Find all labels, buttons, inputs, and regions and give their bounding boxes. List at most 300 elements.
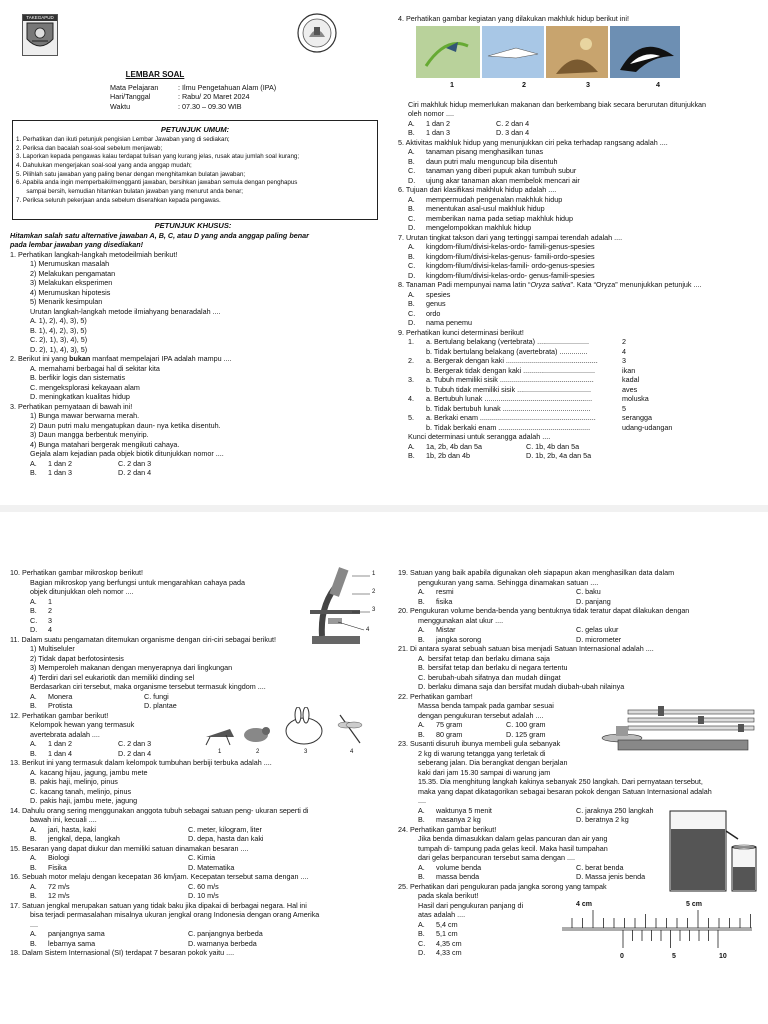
option-b[interactable]: massa benda bbox=[436, 872, 480, 881]
option-letter: A. bbox=[30, 691, 37, 701]
instruction-item: 7. Periksa seluruh pekerjaan anda sebelum diserahkan kepada pengawas. bbox=[16, 196, 221, 204]
question-6 bbox=[398, 185, 760, 233]
option-text: 5,1 cm bbox=[436, 929, 458, 938]
key-row bbox=[398, 423, 760, 433]
option-c[interactable]: C. gelas ukur bbox=[576, 625, 619, 634]
option-b[interactable]: lebarnya sama bbox=[48, 938, 96, 948]
question-text: 15.35. Dia menghitung langkah kakinya sebanyak 250 langkah. Dari pernyataan tersebut, bbox=[418, 777, 703, 786]
option-letter: D. bbox=[418, 948, 426, 957]
option-row bbox=[398, 451, 760, 461]
question-stem: 21. Di antara syarat sebuah satuan bisa menjadi Satuan Internasional adalah .... bbox=[398, 644, 654, 653]
question-stem: menggunakan alat ukur .... bbox=[418, 615, 504, 625]
option-text: ujung akar tanaman akan membelok mencari air bbox=[426, 175, 580, 185]
question-stem: 17. Satuan jengkal merupakan satuan yang tidak baku jika dipakai di berbagai negara. Hal ini bbox=[10, 900, 307, 910]
option-text: kacang tanah, melinjo, pinus bbox=[40, 786, 132, 796]
question-stem: 13. Berikut ini yang termasuk dalam kelompok tumbuhan berbiji terbuka adalah .... bbox=[10, 758, 272, 767]
option-d[interactable]: D. micrometer bbox=[576, 634, 622, 644]
option-letter: A. bbox=[30, 596, 37, 606]
option-b[interactable] bbox=[398, 157, 760, 167]
option-d[interactable]: D. 1b, 2b, 4a dan 5a bbox=[526, 451, 592, 460]
option-a[interactable]: 75 gram bbox=[436, 720, 463, 729]
image-label: 4 bbox=[350, 748, 354, 755]
option-d[interactable]: D. 2 dan 4 bbox=[118, 468, 152, 478]
question-ask: Ciri makhluk hidup memerlukan makanan dan berkembang biak secara berurutan ditunjukkan bbox=[408, 99, 707, 109]
option-letter: B. bbox=[30, 606, 37, 615]
option-c[interactable] bbox=[398, 673, 760, 683]
balance-scale-illustration bbox=[598, 696, 758, 756]
key-result: udang-udangan bbox=[622, 422, 673, 432]
special-instructions-text: Hitamkan salah satu alternative jawaban A, B, C, atau D yang anda anggap paling benar bbox=[10, 230, 309, 240]
question-stem: 14. Dahulu orang sering menggunakan anggota tubuh sebagai satuan peng- ukuran seperti di bbox=[10, 805, 309, 815]
question-step: 4) Merumuskan hipotesis bbox=[30, 287, 111, 297]
option-c[interactable] bbox=[398, 309, 760, 319]
option-letter: B. bbox=[30, 748, 37, 758]
question-step: 1) Merumuskan masalah bbox=[30, 259, 110, 269]
key-row bbox=[398, 375, 760, 385]
option-letter: A. bbox=[418, 919, 425, 929]
option-letter: B. bbox=[418, 634, 425, 644]
question-1 bbox=[10, 250, 380, 355]
key-result: 5 bbox=[622, 403, 626, 413]
option-d[interactable]: D. Massa jenis benda bbox=[576, 872, 646, 881]
option-c[interactable]: C. 60 m/s bbox=[188, 881, 219, 891]
exam-page-2 bbox=[0, 512, 768, 1024]
key-row bbox=[398, 394, 760, 404]
question-stem: pengukuran yang sama. Sehingga dinamakan satuan .... bbox=[418, 577, 599, 587]
option-a[interactable]: 1 dan 2 bbox=[426, 118, 450, 128]
option-b[interactable]: B. berfikir logis dan sistematis bbox=[30, 373, 126, 383]
option-a[interactable] bbox=[398, 654, 760, 664]
option-text: menentukan asal-usul makhluk hidup bbox=[426, 204, 545, 213]
animals-icon bbox=[200, 707, 370, 751]
part-label: 1 bbox=[372, 571, 376, 577]
field-subject bbox=[110, 83, 380, 93]
question-12 bbox=[10, 711, 380, 759]
option-letter: A. bbox=[408, 289, 415, 299]
left-column-top bbox=[10, 70, 380, 111]
option-a[interactable] bbox=[398, 290, 760, 300]
option-row bbox=[10, 939, 380, 949]
key-result: moluska bbox=[622, 394, 649, 403]
question-stem: 3. Perhatikan pernyataan di bawah ini! bbox=[10, 401, 133, 411]
image-label: 1 bbox=[450, 79, 454, 89]
statement-item: 1) Bunga mawar berwarna merah. bbox=[30, 411, 140, 421]
option-a[interactable]: A. 1), 2), 4), 3), 5) bbox=[30, 316, 87, 326]
option-d[interactable]: D. panjang bbox=[576, 596, 611, 606]
option-row bbox=[10, 468, 380, 478]
option-b[interactable]: 12 m/s bbox=[48, 891, 70, 900]
question-stem: 20. Pengukuran volume benda-benda yang bentuknya tidak teratur dapat dilakukan dengan bbox=[398, 606, 690, 615]
key-result: 2 bbox=[622, 337, 626, 346]
field-label: Hari/Tanggal bbox=[110, 92, 151, 102]
option-d[interactable] bbox=[398, 223, 760, 233]
question-22 bbox=[398, 692, 760, 740]
option-c[interactable]: C. baku bbox=[576, 587, 601, 596]
option-a[interactable]: Mistar bbox=[436, 625, 456, 634]
statement-item: 3) Memperoleh makanan dengan menyerapnya dari lingkungan bbox=[30, 663, 233, 672]
option-c[interactable] bbox=[398, 214, 760, 224]
option-letter: A. bbox=[30, 881, 37, 891]
option-letter: D. bbox=[30, 796, 38, 805]
option-letter: B. bbox=[418, 729, 425, 739]
question-ask: Berdasarkan ciri tersebut, maka organisme tersebut termasuk kingdom .... bbox=[30, 682, 266, 691]
instruction-item: 6. Apabila anda ingin memperbaiki/mengganti jawaban, bersihkan jawaban semula dengan penghapus bbox=[16, 179, 298, 187]
question-text: Hasil dari pengukuran panjang di bbox=[418, 900, 524, 910]
image-label: 3 bbox=[304, 748, 308, 755]
key-number: 3. bbox=[408, 375, 414, 384]
organism-activities-illustration bbox=[416, 26, 686, 90]
option-text: 4,35 cm bbox=[436, 938, 462, 948]
option-b[interactable] bbox=[398, 299, 760, 309]
option-text: genus bbox=[426, 299, 446, 308]
question-16 bbox=[10, 872, 380, 901]
key-row bbox=[398, 347, 760, 357]
option-d[interactable]: D. 3 dan 4 bbox=[496, 128, 530, 137]
key-description: b. Tidak bertulang belakang (avertebrata) .............. bbox=[426, 346, 588, 356]
option-text: berubah-ubah sifatnya dan mudah diingat bbox=[428, 672, 561, 682]
option-row bbox=[10, 834, 380, 844]
question-3 bbox=[10, 402, 380, 478]
question-2 bbox=[10, 354, 380, 402]
option-a[interactable]: Biologi bbox=[48, 853, 70, 862]
regency-emblem-icon bbox=[23, 21, 57, 53]
option-a[interactable] bbox=[398, 242, 760, 252]
key-description: a. Bergerak dengan kaki .............................................. bbox=[426, 356, 598, 365]
key-description: b. Bergerak tidak dengan kaki .................................... bbox=[426, 365, 595, 375]
question-20 bbox=[398, 606, 760, 644]
question-step: 3) Melakukan eksperimen bbox=[30, 278, 113, 288]
option-b[interactable]: jangka sorong bbox=[436, 634, 482, 644]
statement-item: 4) Terdiri dari sel eukariotik dan memiliki dinding sel bbox=[30, 672, 195, 682]
option-c[interactable] bbox=[398, 166, 760, 176]
left-column-body bbox=[10, 221, 380, 478]
stem-emphasis: bukan bbox=[69, 354, 91, 364]
option-b[interactable] bbox=[10, 777, 380, 787]
option-text: ordo bbox=[426, 308, 441, 318]
option-row bbox=[398, 597, 760, 607]
key-description: a. Bertubuh lunak ...................................................... bbox=[426, 394, 593, 403]
question-stem: 25. Perhatikan dari pengukuran pada jangka sorong yang tampak bbox=[398, 881, 607, 891]
option-a[interactable] bbox=[398, 147, 760, 157]
stem-part: manfaat mempelajari IPA adalah mampu .... bbox=[90, 354, 232, 364]
question-ask: Urutan langkah-langkah metode ilmiahyang benaradalah .... bbox=[30, 306, 221, 316]
option-letter: B. bbox=[30, 938, 37, 948]
option-b[interactable]: Protista bbox=[48, 701, 73, 710]
key-number: 4. bbox=[408, 394, 414, 403]
option-d[interactable]: D. 2 dan 4 bbox=[118, 748, 152, 758]
option-text: berlaku dimana saja dan bersifat mudah diubah-ubah nilainya bbox=[428, 682, 625, 691]
option-letter: A. bbox=[418, 805, 425, 815]
field-label: Waktu bbox=[110, 101, 131, 111]
option-c[interactable]: C. Kimia bbox=[188, 853, 216, 862]
option-a[interactable]: A. memahami berbagai hal di sekitar kita bbox=[30, 363, 160, 373]
option-c[interactable]: C. panjangnya berbeda bbox=[188, 929, 263, 938]
option-d[interactable]: D. meningkatkan kualitas hidup bbox=[30, 392, 130, 402]
key-row bbox=[398, 337, 760, 347]
option-c[interactable]: C. 2 dan 4 bbox=[496, 118, 530, 128]
key-result: aves bbox=[622, 384, 638, 394]
part-label: 2 bbox=[372, 589, 376, 595]
regency-logo-text: TAKEGAPUD bbox=[23, 15, 57, 21]
general-instructions-box bbox=[12, 120, 378, 220]
key-description: b. Tidak bertubuh lunak ............................................ bbox=[426, 403, 591, 413]
key-result: ikan bbox=[622, 365, 636, 375]
option-d[interactable]: D. 125 gram bbox=[506, 729, 546, 739]
question-24 bbox=[398, 825, 760, 882]
option-letter: A. bbox=[30, 853, 37, 862]
option-text: nama penemu bbox=[426, 318, 472, 327]
option-letter: D. bbox=[408, 175, 416, 185]
question-ask: Gejala alam kejadian pada objek biotik ditunjukkan nomor .... bbox=[30, 449, 224, 459]
option-d[interactable]: D. plantae bbox=[144, 701, 177, 710]
option-c[interactable]: C. 100 gram bbox=[506, 720, 546, 729]
option-row bbox=[10, 459, 380, 469]
option-b[interactable]: masanya 2 kg bbox=[436, 815, 481, 824]
key-row bbox=[398, 404, 760, 414]
question-stem bbox=[398, 280, 760, 290]
option-b[interactable]: jengkal, depa, langkah bbox=[48, 834, 120, 843]
option-a[interactable]: panjangnya sama bbox=[48, 929, 105, 938]
instruction-item: 3. Laporkan kepada pengawas kalau terdapat tulisan yang kurang jelas, rusak atau jumlah soal kurang; bbox=[16, 153, 300, 161]
instruction-item: sampai bersih, kemudian hitamkan bulatan jawaban yang menurut anda benar; bbox=[16, 187, 244, 195]
option-row bbox=[398, 587, 760, 597]
option-c[interactable]: C. 2 dan 3 bbox=[118, 458, 152, 468]
option-d[interactable] bbox=[398, 271, 760, 281]
option-b[interactable]: 1b, 2b dan 4b bbox=[426, 451, 470, 460]
statement-item: 3) Daun mangga berbentuk menyirip. bbox=[30, 430, 149, 440]
right-column-top bbox=[398, 14, 760, 461]
question-stem: 1. Perhatikan langkah-langkah metodeilmiah berikut! bbox=[10, 249, 178, 259]
question-stem: 24. Perhatikan gambar berikut! bbox=[398, 824, 497, 834]
key-row bbox=[398, 413, 760, 423]
question-text: Bagian mikroskop yang berfungsi untuk mengarahkan cahaya pada bbox=[30, 577, 245, 587]
option-row bbox=[10, 863, 380, 873]
option-letter: C. bbox=[408, 213, 416, 223]
option-a[interactable]: jari, hasta, kaki bbox=[48, 824, 96, 834]
image-label: 2 bbox=[522, 79, 526, 89]
stem-part: 2. Berikut ini yang bbox=[10, 354, 70, 364]
option-row bbox=[10, 882, 380, 892]
question-17 bbox=[10, 901, 380, 949]
option-c[interactable]: C. meter, kilogram, liter bbox=[188, 824, 262, 834]
general-instructions-title: PETUNJUK UMUM: bbox=[160, 125, 230, 134]
option-a[interactable] bbox=[398, 195, 760, 205]
option-text: kingdom-filum/divisi-kelas-ordo- famili-genus-spesies bbox=[426, 242, 595, 251]
special-instructions-title: PETUNJUK KHUSUS: bbox=[154, 221, 232, 230]
question-text: tumpah di- tampung pada gelas kecil. Maka hasil tumpahan bbox=[418, 843, 608, 853]
option-d[interactable] bbox=[398, 318, 760, 328]
option-letter: A. bbox=[30, 458, 37, 468]
key-description: a. Bertulang belakang (vertebrata) .......................... bbox=[426, 337, 589, 346]
option-b[interactable]: 1 dan 3 bbox=[426, 128, 450, 137]
question-7 bbox=[398, 233, 760, 281]
field-value: : 07.30 – 09.30 WIB bbox=[178, 101, 242, 111]
option-c[interactable]: C. fungi bbox=[144, 691, 169, 701]
option-b[interactable] bbox=[398, 204, 760, 214]
question-stem: 11. Dalam suatu pengamatan ditemukan organisme dengan ciri-ciri sebagai berikut! bbox=[10, 634, 276, 644]
option-row bbox=[398, 128, 760, 138]
key-number bbox=[408, 385, 426, 395]
question-text: Jika benda dimasukkan dalam gelas pancuran dan air yang bbox=[418, 834, 608, 843]
field-value: : Ilmu Pengetahuan Alam (IPA) bbox=[178, 82, 277, 92]
option-letter: B. bbox=[30, 777, 37, 786]
option-letter: D. bbox=[408, 318, 416, 327]
question-18: 18. Dalam Sistem Internasional (SI) terdapat 7 besaran pokok yaitu .... bbox=[10, 948, 235, 957]
option-letter: B. bbox=[408, 156, 415, 166]
option-text: pakis haji, jambu mete, jagung bbox=[40, 796, 138, 805]
option-b[interactable]: Fisika bbox=[48, 862, 67, 872]
option-d[interactable]: D. 10 m/s bbox=[188, 891, 219, 900]
option-a[interactable]: 72 m/s bbox=[48, 881, 70, 891]
option-a[interactable]: 1 dan 2 bbox=[48, 739, 72, 748]
option-letter: B. bbox=[30, 862, 37, 872]
option-d[interactable] bbox=[398, 176, 760, 186]
question-text: seberang jalan. Dia berangkat dengan berjalan bbox=[418, 758, 568, 767]
question-stem: 7. Urutan tingkat takson dari yang tertinggi sampai terendah adalah .... bbox=[398, 232, 623, 242]
option-letter: C. bbox=[30, 786, 38, 796]
option-letter: A. bbox=[408, 194, 415, 204]
option-d[interactable]: D. 2), 1), 4), 3), 5) bbox=[30, 344, 88, 354]
question-text: dengan pengukuran tersebut adalah .... bbox=[418, 710, 544, 720]
special-instructions-text: pada lembar jawaban yang disediakan! bbox=[10, 240, 144, 250]
option-text: 4 bbox=[48, 625, 52, 634]
option-letter: D. bbox=[408, 270, 416, 280]
option-letter: A. bbox=[30, 824, 37, 834]
field-date bbox=[110, 92, 380, 102]
option-letter: A. bbox=[418, 625, 425, 634]
option-letter: C. bbox=[408, 308, 416, 318]
option-row bbox=[398, 625, 760, 635]
key-row bbox=[398, 366, 760, 376]
vernier-scale-label: 10 bbox=[719, 952, 727, 960]
option-letter: A. bbox=[418, 862, 425, 872]
question-stem: 12. Perhatikan gambar berikut! bbox=[10, 710, 109, 720]
question-stem: 4. Perhatikan gambar kegiatan yang dilakukan makhluk hidup berikut ini! bbox=[398, 14, 629, 23]
option-row bbox=[10, 825, 380, 835]
option-text: 1 bbox=[48, 596, 52, 606]
question-stem: 16. Sebuah motor melaju dengan kecepatan 36 km/jam. Kecepatan tersebut sama dengan .... bbox=[10, 872, 309, 881]
question-stem: bisa terjadi permasalahan misalnya ukuran jengkal orang Indonesia dengan orang Amerika bbox=[30, 910, 320, 919]
question-text: dari gelas berpancuran tersebut sama dengan .... bbox=[418, 853, 576, 862]
option-letter: A. bbox=[408, 441, 415, 451]
option-letter: A. bbox=[30, 739, 37, 748]
question-8 bbox=[398, 280, 760, 328]
option-row bbox=[10, 929, 380, 939]
question-text: avertebrata adalah .... bbox=[30, 729, 100, 739]
question-19 bbox=[398, 568, 760, 606]
option-letter: C. bbox=[30, 615, 38, 625]
key-row bbox=[398, 356, 760, 366]
key-number: 2. bbox=[408, 356, 414, 365]
statement-item: 1) Multiseluler bbox=[30, 644, 75, 653]
option-a[interactable]: volume benda bbox=[436, 862, 482, 872]
option-text: pakis haji, melinjo, pinus bbox=[40, 777, 118, 786]
option-c[interactable]: C. jaraknya 250 langkah bbox=[576, 805, 654, 815]
option-letter: A. bbox=[408, 147, 415, 156]
field-value: : Rabu/ 20 Maret 2024 bbox=[178, 92, 250, 102]
option-letter: B. bbox=[408, 128, 415, 137]
option-b[interactable]: fisika bbox=[436, 596, 453, 606]
question-stem: 23. Susanti disuruh ibunya membeli gula sebanyak bbox=[398, 739, 561, 748]
question-text: Kelompok hewan yang termasuk bbox=[30, 720, 135, 729]
main-scale-label: 4 cm bbox=[576, 900, 592, 908]
option-text: bersifat tetap dan berlaku dimana saja bbox=[428, 653, 550, 663]
question-text: Massa benda tampak pada gambar sesuai bbox=[418, 701, 554, 710]
option-a[interactable]: Monera bbox=[48, 691, 73, 701]
option-a[interactable]: 1a, 2b, 4b dan 5a bbox=[426, 441, 482, 451]
question-14 bbox=[10, 806, 380, 844]
option-row bbox=[398, 635, 760, 645]
option-b[interactable] bbox=[398, 663, 760, 673]
key-description: b. Tubuh tidak memiliki sisik ..................................... bbox=[426, 384, 591, 394]
option-c[interactable] bbox=[10, 787, 380, 797]
question-stem: 19. Satuan yang baik apabila digunakan oleh siapapun akan menghasilkan data dalam bbox=[398, 568, 675, 577]
option-d[interactable]: D. Matematika bbox=[188, 862, 235, 872]
regency-logo bbox=[22, 14, 58, 56]
option-b[interactable] bbox=[398, 252, 760, 262]
vernier-scale-illustration bbox=[562, 900, 752, 962]
key-number bbox=[408, 347, 426, 357]
key-number bbox=[408, 404, 426, 414]
key-description: b. Tidak berkaki enam .............................................. bbox=[426, 422, 591, 432]
option-letter: D. bbox=[418, 682, 426, 691]
option-d[interactable] bbox=[398, 682, 760, 692]
question-25 bbox=[398, 882, 760, 958]
option-letter: D. bbox=[408, 223, 416, 232]
option-c[interactable]: C. 2), 1), 3), 4), 5) bbox=[30, 335, 88, 345]
option-a[interactable]: resmi bbox=[436, 587, 454, 596]
option-text: kingdom-filum/divisi-kelas-famili- ordo-genus-spesies bbox=[426, 261, 595, 270]
option-letter: B. bbox=[418, 663, 425, 672]
option-text: 4,33 cm bbox=[436, 948, 462, 957]
option-c[interactable]: C. berat benda bbox=[576, 862, 624, 872]
stem-part: 8. Tanaman Padi mempunyai nama latin “ bbox=[398, 280, 531, 289]
option-b[interactable]: 1 dan 3 bbox=[48, 468, 72, 478]
option-c[interactable]: C. 1b, 4b dan 5a bbox=[526, 441, 580, 451]
header-fields bbox=[10, 83, 380, 112]
question-stem bbox=[10, 354, 380, 364]
option-b[interactable]: B. 1), 4), 2), 3), 5) bbox=[30, 325, 87, 335]
option-letter: A. bbox=[418, 587, 425, 596]
option-row bbox=[10, 891, 380, 901]
option-b[interactable]: 1 dan 4 bbox=[48, 748, 72, 758]
key-number: 5. bbox=[408, 413, 414, 422]
option-d[interactable] bbox=[10, 796, 380, 806]
option-a[interactable] bbox=[10, 768, 380, 778]
option-c[interactable]: C. mengeksplorasi kekayaan alam bbox=[30, 382, 140, 392]
option-letter: A. bbox=[30, 767, 37, 777]
option-letter: B. bbox=[408, 451, 415, 460]
school-seal-icon bbox=[297, 13, 337, 53]
option-d[interactable]: D. warnanya berbeda bbox=[188, 938, 257, 948]
option-d[interactable]: D. beratnya 2 kg bbox=[576, 815, 629, 824]
instruction-item: 4. Dahulukan mengerjakan soal-soal yang anda anggap mudah; bbox=[16, 161, 192, 169]
option-text: tanaman pisang menghasilkan tunas bbox=[426, 147, 544, 156]
key-row bbox=[398, 385, 760, 395]
option-letter: B. bbox=[30, 891, 37, 900]
option-d[interactable]: D. depa, hasta dan kaki bbox=[188, 834, 264, 843]
image-label: 4 bbox=[656, 79, 660, 89]
option-c[interactable]: C. 2 dan 3 bbox=[118, 739, 152, 748]
option-a[interactable]: waktunya 5 menit bbox=[436, 805, 492, 815]
triple-beam-balance-icon bbox=[598, 696, 758, 756]
key-result: 3 bbox=[622, 356, 626, 365]
option-c[interactable] bbox=[398, 261, 760, 271]
option-text: mempermudah pengenalan makhluk hidup bbox=[426, 194, 563, 204]
option-b[interactable]: 80 gram bbox=[436, 729, 463, 739]
option-a[interactable]: 1 dan 2 bbox=[48, 458, 72, 468]
option-text: 5,4 cm bbox=[436, 919, 458, 929]
